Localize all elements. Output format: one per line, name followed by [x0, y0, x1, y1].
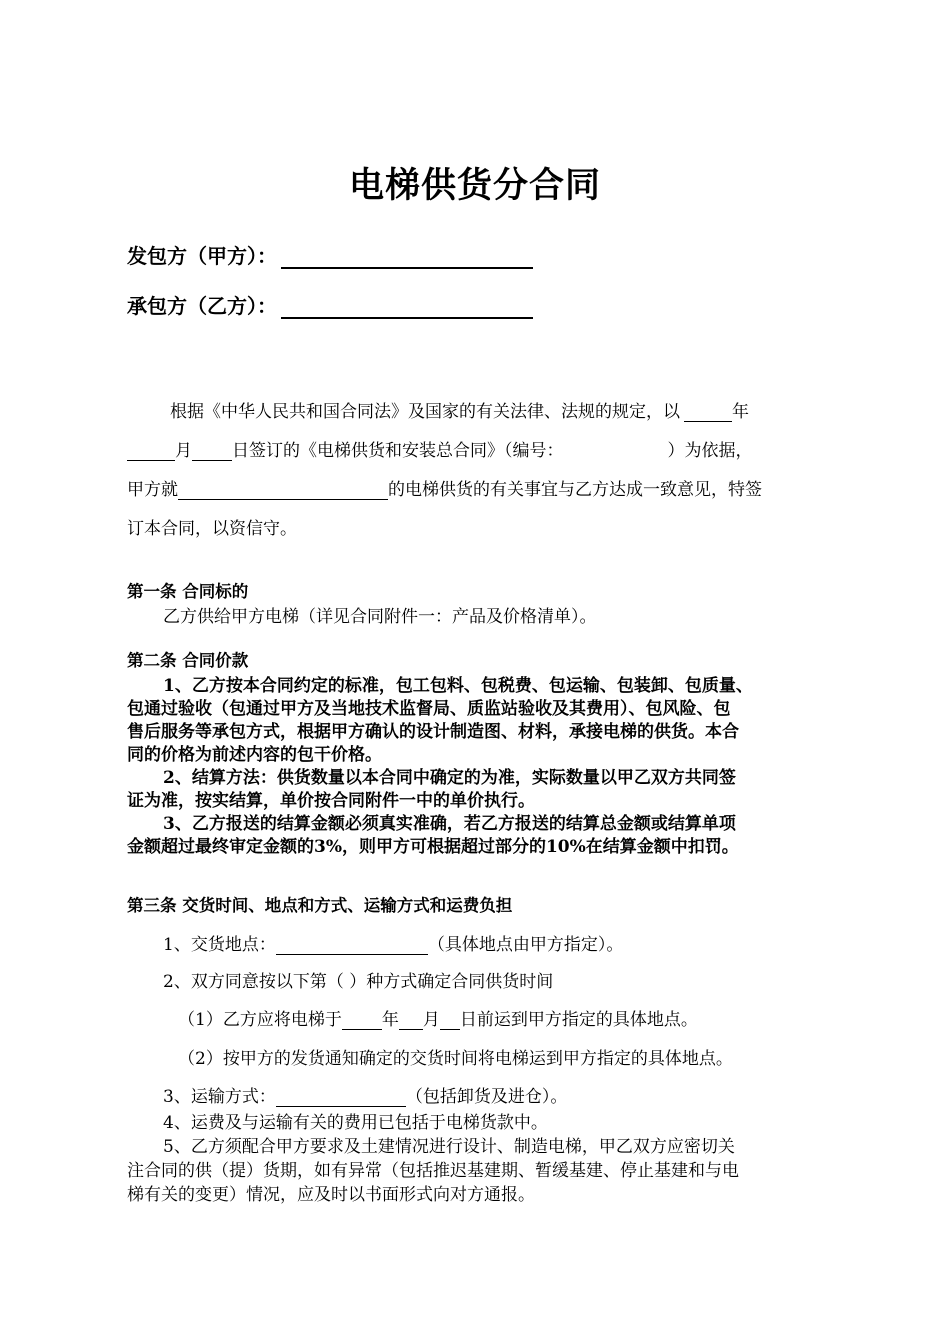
- year-blank[interactable]: [684, 403, 732, 422]
- intro-line-3: 甲方就 的电梯供货的有关事宜与乙方达成一致意见，特签: [127, 480, 762, 500]
- article-2-line: 同的价格为前述内容的包干价格。: [127, 745, 382, 765]
- article-2-heading: 第二条 合同价款: [127, 651, 249, 670]
- article-2-line: 3、乙方报送的结算金额必须真实准确，若乙方报送的结算总金额或结算单项: [163, 814, 736, 834]
- article-2-line: 证为准，按实结算，单价按合同附件一中的单价执行。: [127, 791, 535, 811]
- article-3-item-5-line: 注合同的供（提）货期，如有异常（包括推迟基建期、暂缓基建、停止基建和与电: [127, 1161, 739, 1181]
- article-2-line: 2、结算方法：供货数量以本合同中确定的为准，实际数量以甲乙双方共同签: [163, 768, 736, 788]
- party-b-blank[interactable]: [281, 295, 533, 319]
- intro-line-2: 月 日签订的《电梯供货和安装总合同》（编号： ）为依据，: [127, 436, 753, 461]
- article-2-line: 金额超过最终审定金额的3%，则甲方可根据超过部分的10%在结算金额中扣罚。: [127, 837, 739, 857]
- article-2-line: 1、乙方按本合同约定的标准，包工包料、包税费、包运输、包装卸、包质量、: [163, 676, 753, 696]
- article-2-line: 包通过验收（包通过甲方及当地技术监督局、质监站验收及其费用）、包风险、包: [127, 699, 731, 719]
- delivery-location-row: 1、交货地点： （具体地点由甲方指定）。: [163, 935, 624, 955]
- transport-method-row: 3、运输方式： （包括卸货及进仓）。: [163, 1087, 568, 1107]
- article-3-item-5-line: 5、乙方须配合甲方要求及土建情况进行设计、制造电梯，甲乙双方应密切关: [163, 1137, 735, 1157]
- article-1-body: 乙方供给甲方电梯（详见合同附件一：产品及价格清单）。: [163, 607, 597, 627]
- article-2-line: 售后服务等承包方式，根据甲方确认的设计制造图、材料，承接电梯的供货。本合: [127, 722, 739, 742]
- intro-line-4: 订本合同，以资信守。: [127, 519, 297, 539]
- party-a-row: [127, 240, 533, 269]
- option-1-year-blank[interactable]: [342, 1011, 382, 1030]
- transport-method-blank[interactable]: [276, 1088, 406, 1107]
- party-a-label: 发包方（甲方）：: [127, 244, 277, 268]
- option-1-row: （1）乙方应将电梯于 年 月 日前运到甲方指定的具体地点。: [178, 1010, 698, 1030]
- party-b-label: 承包方（乙方）：: [127, 294, 277, 318]
- month-blank[interactable]: [127, 442, 175, 461]
- option-2-row: （2）按甲方的发货通知确定的交货时间将电梯运到甲方指定的具体地点。: [178, 1049, 733, 1069]
- article-3-heading: 第三条 交货时间、地点和方式、运输方式和运费负担: [127, 896, 513, 915]
- party-b-row: [127, 290, 533, 319]
- article-1-heading: 第一条 合同标的: [127, 582, 249, 601]
- project-blank[interactable]: [178, 481, 388, 500]
- page-title: 电梯供货分合同: [348, 166, 601, 206]
- intro-line-1: 根据《中华人民共和国合同法》及国家的有关法律、法规的规定，以 年: [170, 402, 749, 422]
- delivery-location-blank[interactable]: [276, 936, 428, 955]
- freight-row: 4、运费及与运输有关的费用已包括于电梯货款中。: [163, 1113, 548, 1133]
- option-1-month-blank[interactable]: [399, 1011, 423, 1030]
- day-blank[interactable]: [192, 442, 232, 461]
- option-1-day-blank[interactable]: [440, 1011, 460, 1030]
- article-3-item-5-line: 梯有关的变更）情况，应及时以书面形式向对方通报。: [127, 1185, 535, 1205]
- party-a-blank[interactable]: [281, 245, 533, 269]
- delivery-method-row: 2、双方同意按以下第（ ）种方式确定合同供货时间: [163, 972, 554, 992]
